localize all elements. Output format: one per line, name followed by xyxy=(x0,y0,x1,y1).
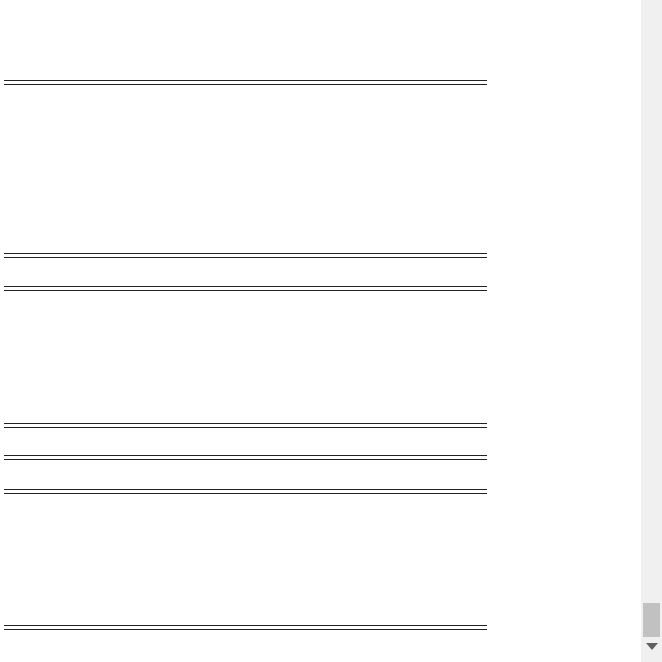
effects-rule-2 xyxy=(4,459,487,460)
coef-table-bottom-rule xyxy=(4,423,487,424)
coef-header-rule-2 xyxy=(4,290,487,291)
coef-table-top-rule-2 xyxy=(4,257,487,258)
effects-rule xyxy=(4,455,487,456)
highlight-stroke xyxy=(153,296,270,344)
top-table-rule-2 xyxy=(4,84,487,85)
coef-table-bottom-rule-2 xyxy=(4,427,487,428)
top-table-rule xyxy=(4,80,487,81)
coef-header-rule xyxy=(4,286,487,287)
stats-top-rule-2 xyxy=(4,493,487,494)
stats-top-rule xyxy=(4,489,487,490)
stats-bottom-rule-2 xyxy=(4,629,487,630)
coef-table-top-rule xyxy=(4,253,487,254)
scrollbar-thumb[interactable] xyxy=(643,603,660,637)
scroll-down-arrow-icon[interactable] xyxy=(646,643,658,650)
vertical-scrollbar[interactable] xyxy=(641,0,662,662)
stats-bottom-rule xyxy=(4,625,487,626)
